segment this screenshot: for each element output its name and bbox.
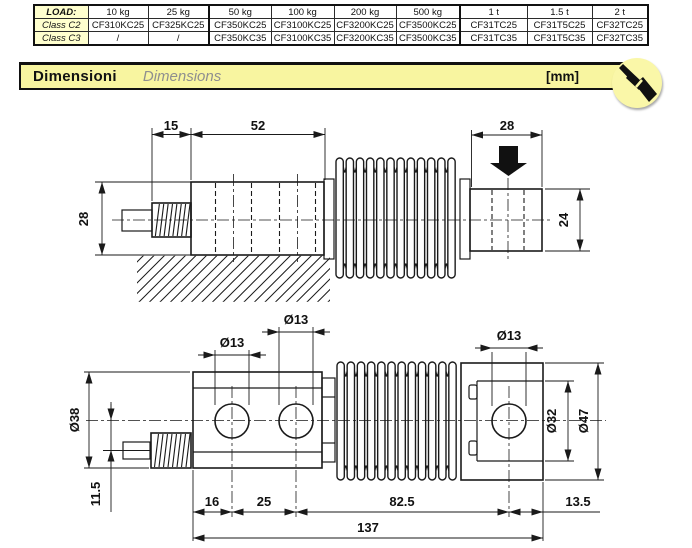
dim-label-seg2: 25 (256, 494, 272, 509)
model-code-cell: / (88, 32, 148, 46)
load-column-header: 1 t (460, 5, 527, 19)
section-title-italian: Dimensioni (33, 68, 117, 85)
model-code-cell: CF32TC25 (592, 19, 648, 32)
dim-label-hole3: Ø13 (496, 328, 522, 343)
dim-label-total-length: 137 (357, 520, 379, 535)
section-header-band (19, 62, 645, 90)
model-code-cell: CF3500KC25 (396, 19, 460, 32)
gland-threads-plan (155, 434, 191, 467)
model-code-cell: CF310KC25 (88, 19, 148, 32)
model-code-cell: CF3200KC25 (334, 19, 396, 32)
load-column-header: 50 kg (209, 5, 271, 19)
bellows-plan (337, 362, 456, 480)
load-column-header: 500 kg (396, 5, 460, 19)
dim-label-body-dia: Ø38 (67, 407, 82, 433)
side-view-drawing (76, 118, 590, 302)
dim-label-hole2: Ø13 (283, 312, 309, 327)
load-column-header: 2 t (592, 5, 648, 19)
class-row-label: Class C2 (34, 19, 88, 32)
model-code-cell: CF3200KC35 (334, 32, 396, 46)
load-column-header: 1.5 t (527, 5, 592, 19)
collar-notch-top (469, 385, 477, 399)
dim-label-outer-dia: Ø47 (576, 408, 591, 434)
dim-label-end-height: 24 (556, 212, 571, 228)
model-code-cell: CF31T5C35 (527, 32, 592, 46)
dim-label-seg1: 16 (204, 494, 220, 509)
mounting-surface-hatch (137, 256, 330, 302)
dim-label-cable-offset: 11.5 (88, 481, 103, 507)
load-column-header: 10 kg (88, 5, 148, 19)
dim-label-hole1: Ø13 (219, 335, 245, 350)
bellows-side (336, 158, 455, 278)
model-code-cell: CF3100KC25 (271, 19, 334, 32)
caliper-badge (612, 58, 662, 108)
dim-label-seg4: 13.5 (565, 494, 591, 509)
dim-label-inner-dia: Ø32 (544, 408, 559, 434)
load-column-header: 200 kg (334, 5, 396, 19)
model-code-cell: CF31TC25 (460, 19, 527, 32)
dim-label-end-width: 28 (499, 118, 515, 133)
model-code-cell: CF31TC35 (460, 32, 527, 46)
load-column-header: 100 kg (271, 5, 334, 19)
collar-notch-bottom (469, 441, 477, 455)
dim-label-seg3: 82.5 (389, 494, 415, 509)
body-side (191, 182, 324, 255)
plan-view-drawing (67, 312, 606, 541)
cable-side (122, 210, 152, 231)
dim-label-gland-width: 15 (163, 118, 179, 133)
load-column-header: 25 kg (148, 5, 209, 19)
model-code-cell: / (148, 32, 209, 46)
load-direction-arrow (490, 146, 527, 176)
model-code-cell: CF31T5C25 (527, 19, 592, 32)
dim-label-body-width: 52 (250, 118, 266, 133)
model-code-cell: CF32TC35 (592, 32, 648, 46)
caliper-icon (612, 58, 662, 108)
left-collar-side (324, 179, 334, 259)
unit-label: [mm] (546, 69, 579, 84)
model-code-cell: CF350KC25 (209, 19, 271, 32)
load-header-label: LOAD: (34, 5, 88, 19)
model-code-cell: CF3100KC35 (271, 32, 334, 46)
left-collar-plan (322, 378, 335, 462)
body-plan (193, 372, 322, 468)
model-code-cell: CF325KC25 (148, 19, 209, 32)
model-code-cell: CF3500KC35 (396, 32, 460, 46)
model-code-cell: CF350KC35 (209, 32, 271, 46)
right-collar-side (460, 179, 470, 259)
class-row-label: Class C3 (34, 32, 88, 46)
dim-label-body-height: 28 (76, 211, 91, 227)
section-title-english: Dimensions (142, 68, 222, 85)
